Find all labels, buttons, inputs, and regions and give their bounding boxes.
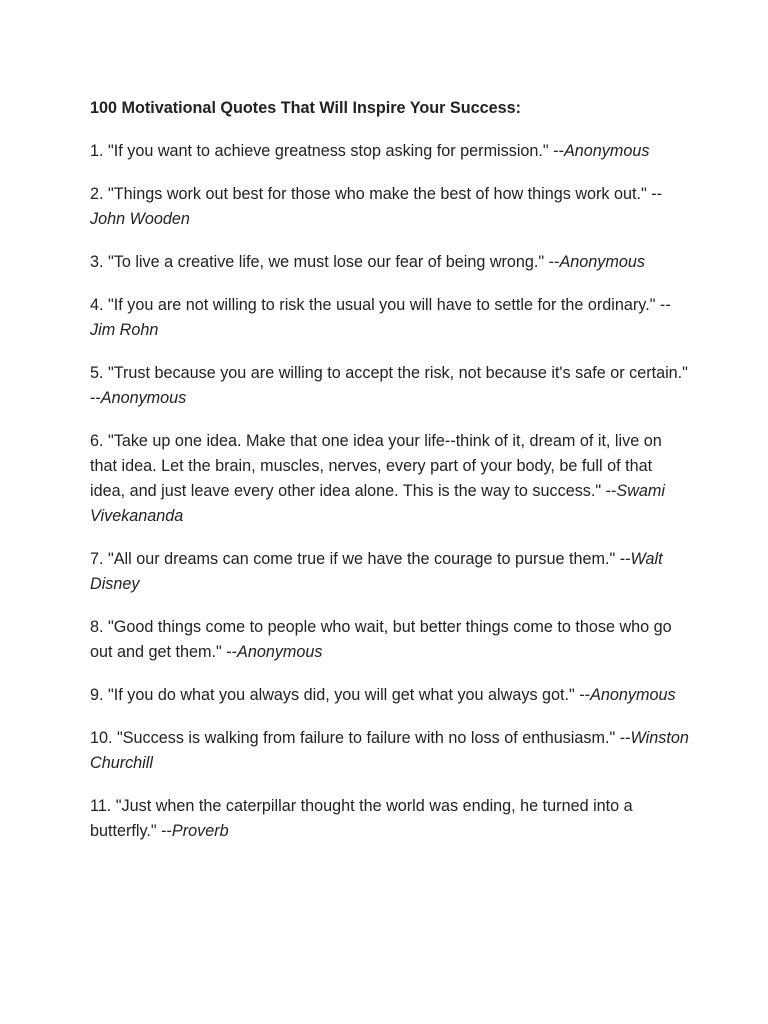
quote-text: 8. "Good things come to people who wait, but better things come to those who go out and get them." -- bbox=[90, 618, 672, 661]
quote-item bbox=[90, 250, 690, 275]
quote-item bbox=[90, 182, 690, 232]
quote-text: 5. "Trust because you are willing to accept the risk, not because it's safe or certain." -- bbox=[90, 364, 688, 407]
quote-item bbox=[90, 293, 690, 343]
quote-author: Jim Rohn bbox=[90, 321, 159, 339]
quote-text: 7. "All our dreams can come true if we have the courage to pursue them." -- bbox=[90, 550, 631, 568]
quote-text: 10. "Success is walking from failure to failure with no loss of enthusiasm." -- bbox=[90, 729, 631, 747]
quote-text: 11. "Just when the caterpillar thought the world was ending, he turned into a butterfly." -- bbox=[90, 797, 633, 840]
quote-author: Anonymous bbox=[100, 389, 187, 407]
quote-author: Winston Churchill bbox=[90, 729, 689, 772]
quote-item bbox=[90, 429, 690, 529]
quote-author: Anonymous bbox=[237, 643, 323, 661]
quote-item bbox=[90, 139, 690, 164]
document-page bbox=[90, 96, 690, 862]
quote-item bbox=[90, 547, 690, 597]
page-title: 100 Motivational Quotes That Will Inspire Your Success: bbox=[90, 99, 522, 117]
quote-text: 3. "To live a creative life, we must lose our fear of being wrong." -- bbox=[90, 253, 560, 271]
quote-item bbox=[90, 361, 690, 411]
quote-text: 2. "Things work out best for those who make the best of how things work out." -- bbox=[90, 185, 663, 203]
quote-item bbox=[90, 615, 690, 665]
quote-text: 9. "If you do what you always did, you will get what you always got." -- bbox=[90, 686, 591, 704]
quote-author: Proverb bbox=[171, 822, 229, 840]
quote-author: Anonymous bbox=[563, 142, 650, 160]
quote-text: 1. "If you want to achieve greatness stop asking for permission." -- bbox=[90, 142, 564, 160]
quote-item bbox=[90, 726, 690, 776]
quote-author: Anonymous bbox=[559, 253, 645, 271]
quote-item bbox=[90, 683, 690, 708]
quote-author: Walt Disney bbox=[90, 550, 663, 593]
quote-author: Swami Vivekananda bbox=[90, 482, 665, 525]
quote-text: 4. "If you are not willing to risk the usual you will have to settle for the ordinary." -- bbox=[90, 296, 671, 314]
quote-author: Anonymous bbox=[590, 686, 676, 704]
quote-text: 6. "Take up one idea. Make that one idea your life--think of it, dream of it, live on that idea. Let the brain, muscles, nerves, every part of your body, be full of that idea, and just leave every other idea alone. This is the way to success." -- bbox=[90, 432, 662, 500]
quote-author: John Wooden bbox=[90, 210, 190, 228]
quote-item bbox=[90, 794, 690, 844]
